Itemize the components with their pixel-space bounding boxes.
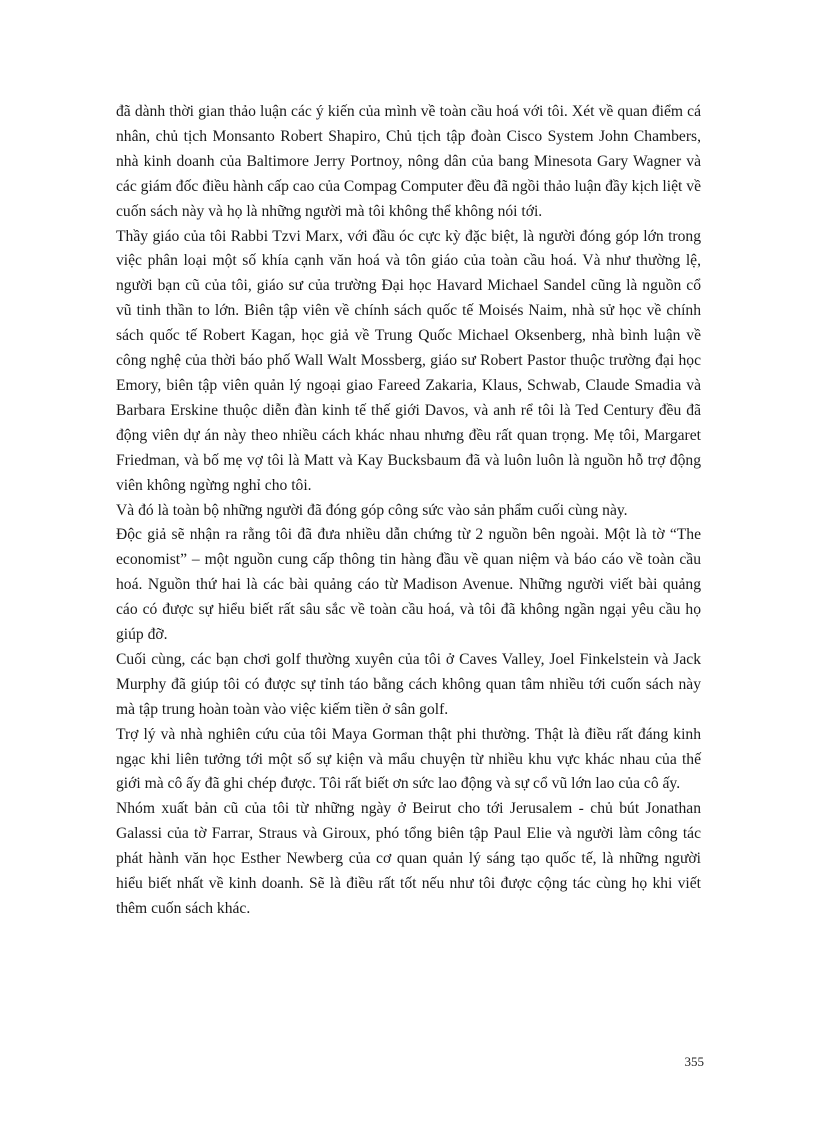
paragraph: Trợ lý và nhà nghiên cứu của tôi Maya Gorman thật phi thường. Thật là điều rất đáng kinh ngạc khi liên tưởng tới một số sự kiện và mẩu chuyện từ nhiều khu vực khác nhau của thế giới mà cô ấy đã ghi chép được. Tôi rất biết ơn sức lao động và sự cổ vũ lớn lao của cô ấy. xyxy=(116,725,701,793)
paragraph: Và đó là toàn bộ những người đã đóng góp công sức vào sản phẩm cuối cùng này. xyxy=(116,501,628,519)
paragraph: Độc giả sẽ nhận ra rằng tôi đã đưa nhiều dẫn chứng từ 2 nguồn bên ngoài. Một là tờ “The economist” – một nguồn cung cấp thông tin hàng đầu về quan niệm và báo cáo về toàn cầu hoá. Nguồn thứ hai là các bài quảng cáo từ Madison Avenue. Những người viết bài quảng cáo có được sự hiểu biết rất sâu sắc về toàn cầu hoá, và tôi đã không ngần ngại yêu cầu họ giúp đỡ. xyxy=(116,526,701,644)
paragraph: Cuối cùng, các bạn chơi golf thường xuyên của tôi ở Caves Valley, Joel Finkelstein và Jack Murphy đã giúp tôi có được sự tỉnh táo bằng cách không quan tâm nhiều tới cuốn sách này mà tập trung hoàn toàn vào việc kiếm tiền ở sân golf. xyxy=(116,650,701,718)
page-number: 355 xyxy=(684,1054,704,1069)
paragraph: đã dành thời gian thảo luận các ý kiến của mình về toàn cầu hoá với tôi. Xét về quan điểm cá nhân, chủ tịch Monsanto Robert Shapiro, Chủ tịch tập đoàn Cisco System John Chambers, nhà kinh doanh của Baltimore Jerry Portnoy, nông dân của bang Minesota Gary Wagner và các giám đốc điều hành cấp cao của Compag Computer đều đã ngồi thảo luận đầy kịch liệt về cuốn sách này và họ là những người mà tôi không thể không nói tới. xyxy=(116,103,701,220)
paragraph: Thầy giáo của tôi Rabbi Tzvi Marx, với đầu óc cực kỳ đặc biệt, là người đóng góp lớn trong việc phân loại một số khía cạnh văn hoá và tôn giáo của toàn cầu hoá. Và như thường lệ, người bạn cũ của tôi, giáo sư của trường Đại học Havard Michael Sandel cũng là nguồn cổ vũ tinh thần to lớn. Biên tập viên về chính sách quốc tế Moisés Naim, nhà sử học về chính sách quốc tế Robert Kagan, học giả về Trung Quốc Michael Oksenberg, nhà bình luận về công nghệ của thời báo phố Wall Walt Mossberg, giáo sư Robert Pastor thuộc trường đại học Emory, biên tập viên quản lý ngoại giao Fareed Zakaria, Klaus, Schwab, Claude Smadia và Barbara Erskine thuộc diễn đàn kinh tế thế giới Davos, và anh rể tôi là Ted Century đều đã động viên dự án này theo nhiều cách khác nhau nhưng đều rất quan trọng. Mẹ tôi, Margaret Friedman, và bố mẹ vợ tôi là Matt và Kay Bucksbaum đã và luôn luôn là nguồn hỗ trợ động viên không ngừng nghỉ cho tôi. xyxy=(116,227,701,494)
paragraph: Nhóm xuất bản cũ của tôi từ những ngày ở Beirut cho tới Jerusalem - chủ bút Jonathan Galassi của tờ Farrar, Straus và Giroux, phó tổng biên tập Paul Elie và người làm công tác phát hành văn học Esther Newberg của cơ quan quản lý sáng tạo quốc tế, là những người hiểu biết nhất về kinh doanh. Sẽ là điều rất tốt nếu như tôi được cộng tác cùng họ khi viết thêm cuốn sách khác. xyxy=(116,800,701,917)
body-text xyxy=(116,100,701,922)
